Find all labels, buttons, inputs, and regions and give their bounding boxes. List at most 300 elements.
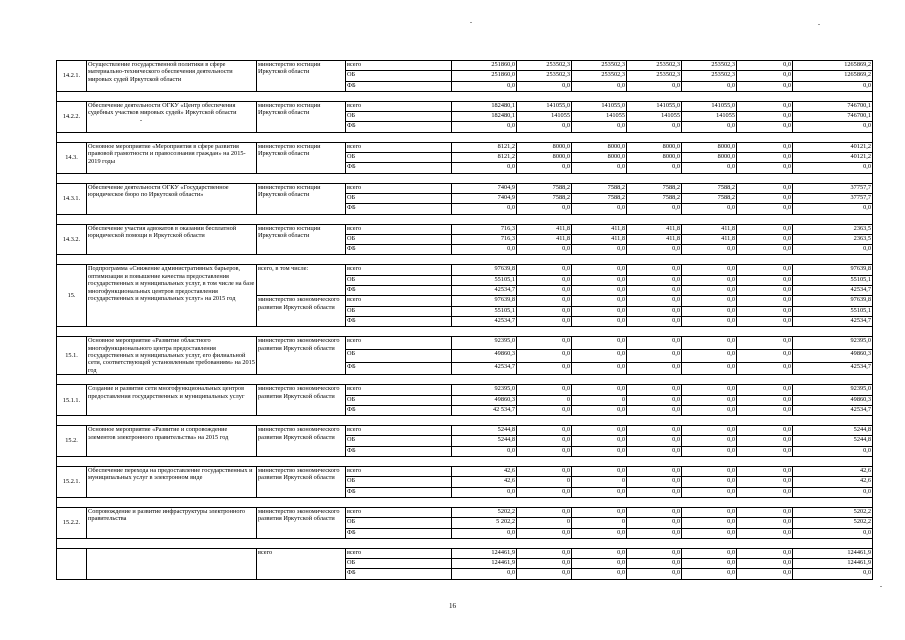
value-cell: 0,0	[737, 204, 793, 214]
value-cell: 0,0	[572, 349, 627, 362]
value-cell: 0,0	[737, 395, 793, 405]
spacer-row	[57, 91, 873, 101]
value-cell: 0,0	[572, 204, 627, 214]
value-cell: 92395,0	[452, 385, 517, 395]
spacer-row	[57, 375, 873, 385]
value-cell: 0,0	[737, 81, 793, 91]
table-row	[57, 426, 873, 436]
value-cell: 0,0	[627, 467, 682, 477]
value-cell: 0,0	[517, 286, 572, 296]
value-cell: 0,0	[737, 487, 793, 497]
value-cell: 7588,2	[682, 183, 737, 193]
item-code: 15.1.	[57, 337, 87, 375]
spacer-row	[57, 255, 873, 265]
item-name: Основное мероприятие «Мероприятия в сфере развития правовой грамотности и правосознания граждан» на 2015-2019 годы	[87, 142, 257, 173]
value-cell: 251860,0	[452, 71, 517, 81]
value-cell: 0,0	[627, 405, 682, 415]
value-cell: 0,0	[517, 362, 572, 375]
value-cell: 42,6	[793, 467, 873, 477]
table-row	[57, 265, 873, 275]
value-cell: 0,0	[682, 559, 737, 569]
value-cell: 0,0	[737, 286, 793, 296]
budget-table-body	[57, 61, 873, 580]
value-cell: 411,8	[517, 224, 572, 234]
spacer-cell	[57, 132, 873, 142]
scan-speck	[140, 120, 142, 121]
value-cell: 7404,9	[452, 193, 517, 203]
value-cell: 0	[572, 518, 627, 528]
value-cell: 0,0	[517, 275, 572, 285]
value-cell: 0,0	[737, 275, 793, 285]
value-cell: 5244,8	[793, 436, 873, 446]
item-code: 15.2.1.	[57, 467, 87, 498]
value-cell: 0,0	[572, 337, 627, 350]
value-cell: 0,0	[517, 559, 572, 569]
value-cell: 8000,0	[572, 142, 627, 152]
value-cell: 0,0	[517, 405, 572, 415]
value-cell: 124461,9	[793, 559, 873, 569]
value-cell: 0,0	[737, 234, 793, 244]
value-cell: 0,0	[682, 569, 737, 579]
value-cell: 0,0	[682, 467, 737, 477]
value-cell: 182480,1	[452, 101, 517, 111]
executor-cell: министерство экономического развития Иркутской области	[257, 507, 346, 538]
value-cell: 5202,2	[793, 518, 873, 528]
value-cell: 8000,0	[627, 142, 682, 152]
value-cell: 0,0	[737, 507, 793, 517]
value-cell: 0,0	[572, 163, 627, 173]
value-cell: 0,0	[572, 316, 627, 326]
value-cell: 42534,7	[793, 286, 873, 296]
value-cell: 42,6	[452, 477, 517, 487]
value-cell: 0,0	[452, 163, 517, 173]
value-cell: 0,0	[737, 385, 793, 395]
value-cell: 0,0	[682, 426, 737, 436]
value-cell: 124461,9	[793, 548, 873, 558]
value-cell: 0,0	[682, 275, 737, 285]
value-cell: 0,0	[793, 122, 873, 132]
value-cell: 0,0	[517, 122, 572, 132]
value-cell: 0,0	[572, 385, 627, 395]
spacer-row	[57, 173, 873, 183]
value-cell: 0,0	[682, 122, 737, 132]
value-cell: 49860,3	[452, 349, 517, 362]
value-cell: 8000,0	[572, 153, 627, 163]
value-cell: 0,0	[572, 548, 627, 558]
value-cell: 8000,0	[682, 142, 737, 152]
value-cell: 0,0	[517, 306, 572, 316]
value-cell: 42,6	[452, 467, 517, 477]
value-cell: 253502,3	[627, 71, 682, 81]
value-cell: 97639,8	[793, 296, 873, 306]
value-cell: 0,0	[682, 405, 737, 415]
funding-source-cell: ФБ	[346, 122, 452, 132]
value-cell: 0,0	[572, 569, 627, 579]
value-cell: 124461,9	[452, 548, 517, 558]
spacer-row	[57, 457, 873, 467]
value-cell: 8121,2	[452, 142, 517, 152]
value-cell: 253502,3	[517, 71, 572, 81]
value-cell: 0,0	[452, 245, 517, 255]
value-cell: 0,0	[572, 426, 627, 436]
value-cell: 0,0	[682, 477, 737, 487]
value-cell: 0,0	[682, 518, 737, 528]
funding-source-cell: ОБ	[346, 193, 452, 203]
value-cell: 0,0	[682, 245, 737, 255]
value-cell: 42534,7	[452, 316, 517, 326]
value-cell: 40121,2	[793, 142, 873, 152]
value-cell: 7588,2	[572, 193, 627, 203]
value-cell: 0,0	[627, 436, 682, 446]
funding-source-cell: всего	[346, 467, 452, 477]
value-cell: 0,0	[737, 183, 793, 193]
value-cell: 0,0	[627, 385, 682, 395]
value-cell: 251860,0	[452, 61, 517, 71]
value-cell: 0,0	[517, 548, 572, 558]
value-cell: 92395,0	[793, 385, 873, 395]
value-cell: 141055,0	[572, 101, 627, 111]
value-cell: 0,0	[572, 245, 627, 255]
value-cell: 141055,0	[627, 101, 682, 111]
value-cell: 97639,8	[452, 296, 517, 306]
value-cell: 253502,3	[682, 61, 737, 71]
value-cell: 0,0	[737, 101, 793, 111]
spacer-row	[57, 497, 873, 507]
spacer-cell	[57, 327, 873, 337]
spacer-cell	[57, 173, 873, 183]
value-cell: 746700,1	[793, 101, 873, 111]
funding-source-cell: ФБ	[346, 245, 452, 255]
value-cell: 0,0	[517, 446, 572, 456]
value-cell: 0,0	[517, 436, 572, 446]
value-cell: 8000,0	[517, 153, 572, 163]
value-cell: 716,3	[452, 224, 517, 234]
value-cell: 746700,1	[793, 112, 873, 122]
item-code: 15.2.	[57, 426, 87, 457]
value-cell: 55105,1	[793, 306, 873, 316]
executor-cell: министерство юстиции Иркутской области	[257, 101, 346, 132]
executor-cell: министерство экономического развития Иркутской области	[257, 385, 346, 416]
value-cell: 42534,7	[793, 316, 873, 326]
value-cell: 42534,7	[452, 286, 517, 296]
value-cell: 0,0	[682, 446, 737, 456]
value-cell: 0,0	[627, 362, 682, 375]
value-cell: 0,0	[682, 548, 737, 558]
value-cell: 0,0	[517, 296, 572, 306]
value-cell: 0,0	[572, 559, 627, 569]
value-cell: 0,0	[737, 349, 793, 362]
value-cell: 0,0	[572, 275, 627, 285]
value-cell: 0,0	[682, 362, 737, 375]
value-cell: 0,0	[737, 436, 793, 446]
value-cell: 0,0	[737, 122, 793, 132]
funding-source-cell: ФБ	[346, 487, 452, 497]
value-cell: 0,0	[737, 559, 793, 569]
value-cell: 0,0	[627, 559, 682, 569]
value-cell: 141055	[682, 112, 737, 122]
value-cell: 0,0	[627, 306, 682, 316]
scan-speck	[470, 22, 472, 23]
value-cell: 0,0	[627, 122, 682, 132]
item-code: 15.2.2.	[57, 507, 87, 538]
value-cell: 0	[517, 477, 572, 487]
value-cell: 7588,2	[517, 193, 572, 203]
value-cell: 0,0	[627, 569, 682, 579]
value-cell: 7588,2	[682, 193, 737, 203]
value-cell: 97639,8	[793, 265, 873, 275]
item-code	[57, 548, 87, 579]
value-cell: 0,0	[737, 163, 793, 173]
value-cell: 0	[572, 395, 627, 405]
value-cell: 141055	[517, 112, 572, 122]
value-cell: 0,0	[682, 265, 737, 275]
value-cell: 0,0	[682, 385, 737, 395]
value-cell: 0,0	[517, 316, 572, 326]
executor-cell: всего, в том числе:	[257, 265, 346, 296]
value-cell: 0,0	[627, 296, 682, 306]
item-name: Осуществление государственной политики в сфере материально-технического обеспечения деятельности мировых судей Иркутской области	[87, 61, 257, 92]
value-cell: 411,8	[627, 224, 682, 234]
value-cell: 0,0	[517, 163, 572, 173]
item-code: 14.3.	[57, 142, 87, 173]
value-cell: 0,0	[572, 265, 627, 275]
table-row	[57, 183, 873, 193]
value-cell: 411,8	[682, 224, 737, 234]
value-cell: 0	[517, 518, 572, 528]
executor-cell: министерство юстиции Иркутской области	[257, 183, 346, 214]
funding-source-cell: ФБ	[346, 446, 452, 456]
value-cell: 0,0	[682, 349, 737, 362]
funding-source-cell: всего	[346, 61, 452, 71]
funding-source-cell: ФБ	[346, 163, 452, 173]
value-cell: 8121,2	[452, 153, 517, 163]
value-cell: 1265869,2	[793, 61, 873, 71]
funding-source-cell: ОБ	[346, 349, 452, 362]
value-cell: 0,0	[793, 569, 873, 579]
value-cell: 5202,2	[452, 507, 517, 517]
value-cell: 5244,8	[452, 426, 517, 436]
value-cell: 0,0	[737, 569, 793, 579]
value-cell: 0,0	[682, 81, 737, 91]
value-cell: 411,8	[572, 234, 627, 244]
spacer-row	[57, 538, 873, 548]
spacer-row	[57, 327, 873, 337]
funding-source-cell: ОБ	[346, 395, 452, 405]
value-cell: 0,0	[517, 426, 572, 436]
value-cell: 141055	[572, 112, 627, 122]
value-cell: 0,0	[737, 426, 793, 436]
value-cell: 5 202,2	[452, 518, 517, 528]
value-cell: 0,0	[452, 122, 517, 132]
value-cell: 0,0	[793, 245, 873, 255]
value-cell: 0,0	[572, 507, 627, 517]
value-cell: 182480,1	[452, 112, 517, 122]
value-cell: 141055,0	[682, 101, 737, 111]
funding-source-cell: всего	[346, 548, 452, 558]
value-cell: 0,0	[737, 306, 793, 316]
value-cell: 0,0	[682, 306, 737, 316]
value-cell: 42534,7	[452, 362, 517, 375]
funding-source-cell: ОБ	[346, 234, 452, 244]
value-cell: 0,0	[627, 426, 682, 436]
executor-cell: всего	[257, 548, 346, 579]
value-cell: 7588,2	[517, 183, 572, 193]
value-cell: 0,0	[572, 296, 627, 306]
value-cell: 0,0	[627, 548, 682, 558]
funding-source-cell: ФБ	[346, 528, 452, 538]
value-cell: 0,0	[517, 507, 572, 517]
value-cell: 0,0	[517, 487, 572, 497]
value-cell: 0,0	[737, 61, 793, 71]
value-cell: 0	[572, 477, 627, 487]
value-cell: 0,0	[572, 436, 627, 446]
value-cell: 253502,3	[572, 71, 627, 81]
funding-source-cell: всего	[346, 385, 452, 395]
value-cell: 0,0	[627, 265, 682, 275]
value-cell: 0,0	[737, 548, 793, 558]
value-cell: 0,0	[627, 518, 682, 528]
value-cell: 0,0	[737, 528, 793, 538]
value-cell: 0,0	[572, 81, 627, 91]
funding-source-cell: всего	[346, 142, 452, 152]
value-cell: 141055,0	[517, 101, 572, 111]
executor-cell: министерство экономического развития Иркутской области	[257, 426, 346, 457]
value-cell: 0,0	[737, 518, 793, 528]
funding-source-cell: ОБ	[346, 477, 452, 487]
value-cell: 8000,0	[627, 153, 682, 163]
value-cell: 0,0	[737, 224, 793, 234]
funding-source-cell: ОБ	[346, 153, 452, 163]
value-cell: 0,0	[682, 528, 737, 538]
value-cell: 0,0	[572, 446, 627, 456]
value-cell: 0,0	[572, 306, 627, 316]
value-cell: 42534,7	[793, 405, 873, 415]
executor-cell: министерство экономического развития Иркутской области	[257, 337, 346, 375]
table-row	[57, 385, 873, 395]
value-cell: 49860,3	[793, 395, 873, 405]
funding-source-cell: ОБ	[346, 112, 452, 122]
value-cell: 0,0	[517, 528, 572, 538]
item-name: Обеспечение перехода на предоставление государственных и муниципальных услуг в электронном виде	[87, 467, 257, 498]
spacer-cell	[57, 91, 873, 101]
value-cell: 0,0	[452, 446, 517, 456]
value-cell: 0,0	[517, 467, 572, 477]
value-cell: 37757,7	[793, 183, 873, 193]
value-cell: 0,0	[793, 163, 873, 173]
funding-source-cell: ОБ	[346, 436, 452, 446]
value-cell: 0,0	[737, 71, 793, 81]
value-cell: 7588,2	[572, 183, 627, 193]
value-cell: 716,3	[452, 234, 517, 244]
value-cell: 0,0	[627, 163, 682, 173]
value-cell: 0,0	[682, 296, 737, 306]
funding-source-cell: ФБ	[346, 81, 452, 91]
table-row	[57, 61, 873, 71]
value-cell: 0,0	[517, 245, 572, 255]
value-cell: 0,0	[627, 81, 682, 91]
item-code: 15.	[57, 265, 87, 327]
value-cell: 0,0	[682, 204, 737, 214]
spacer-cell	[57, 255, 873, 265]
item-code: 14.3.2.	[57, 224, 87, 255]
budget-table	[56, 60, 873, 580]
value-cell: 55105,1	[452, 306, 517, 316]
item-name	[87, 548, 257, 579]
page-number: 16	[449, 602, 456, 610]
value-cell: 411,8	[682, 234, 737, 244]
item-name: Сопровождение и развитие инфраструктуры электронного правительства	[87, 507, 257, 538]
value-cell: 253502,3	[627, 61, 682, 71]
value-cell: 0,0	[737, 467, 793, 477]
funding-source-cell: всего	[346, 296, 452, 306]
table-row	[57, 337, 873, 350]
table-row	[57, 101, 873, 111]
value-cell: 7404,9	[452, 183, 517, 193]
value-cell: 0,0	[452, 81, 517, 91]
value-cell: 0,0	[572, 122, 627, 132]
value-cell: 0,0	[517, 204, 572, 214]
value-cell: 2363,5	[793, 234, 873, 244]
spacer-cell	[57, 375, 873, 385]
value-cell: 40121,2	[793, 153, 873, 163]
funding-source-cell: ОБ	[346, 518, 452, 528]
value-cell: 0,0	[682, 436, 737, 446]
value-cell: 0,0	[737, 112, 793, 122]
value-cell: 0,0	[682, 337, 737, 350]
item-code: 14.2.1.	[57, 61, 87, 92]
value-cell: 253502,3	[572, 61, 627, 71]
value-cell: 124461,9	[452, 559, 517, 569]
value-cell: 0,0	[737, 477, 793, 487]
spacer-cell	[57, 457, 873, 467]
funding-source-cell: ОБ	[346, 559, 452, 569]
value-cell: 0,0	[737, 193, 793, 203]
value-cell: 0,0	[737, 153, 793, 163]
value-cell: 0,0	[572, 362, 627, 375]
value-cell: 42,6	[793, 477, 873, 487]
table-row	[57, 224, 873, 234]
value-cell: 0,0	[682, 507, 737, 517]
funding-source-cell: всего	[346, 101, 452, 111]
value-cell: 5244,8	[452, 436, 517, 446]
value-cell: 0,0	[737, 265, 793, 275]
value-cell: 0,0	[517, 349, 572, 362]
value-cell: 0,0	[627, 316, 682, 326]
value-cell: 0,0	[793, 446, 873, 456]
value-cell: 0,0	[517, 81, 572, 91]
funding-source-cell: ОБ	[346, 275, 452, 285]
value-cell: 0,0	[737, 316, 793, 326]
value-cell: 0	[517, 395, 572, 405]
value-cell: 0,0	[517, 569, 572, 579]
value-cell: 0,0	[627, 275, 682, 285]
value-cell: 5244,8	[793, 426, 873, 436]
funding-source-cell: всего	[346, 183, 452, 193]
spacer-cell	[57, 416, 873, 426]
value-cell: 0,0	[793, 81, 873, 91]
funding-source-cell: ФБ	[346, 405, 452, 415]
table-row	[57, 548, 873, 558]
item-name: Основное мероприятие «Развитие и сопровождение элементов электронного правительства» на 2015 год	[87, 426, 257, 457]
value-cell: 0,0	[737, 337, 793, 350]
value-cell: 0,0	[682, 395, 737, 405]
item-name: Создание и развитие сети многофункциональных центров предоставления государственных и муниципальных услуг	[87, 385, 257, 416]
value-cell: 0,0	[682, 316, 737, 326]
spacer-row	[57, 416, 873, 426]
scan-speck	[818, 24, 820, 25]
value-cell: 0,0	[627, 286, 682, 296]
value-cell: 0,0	[627, 395, 682, 405]
